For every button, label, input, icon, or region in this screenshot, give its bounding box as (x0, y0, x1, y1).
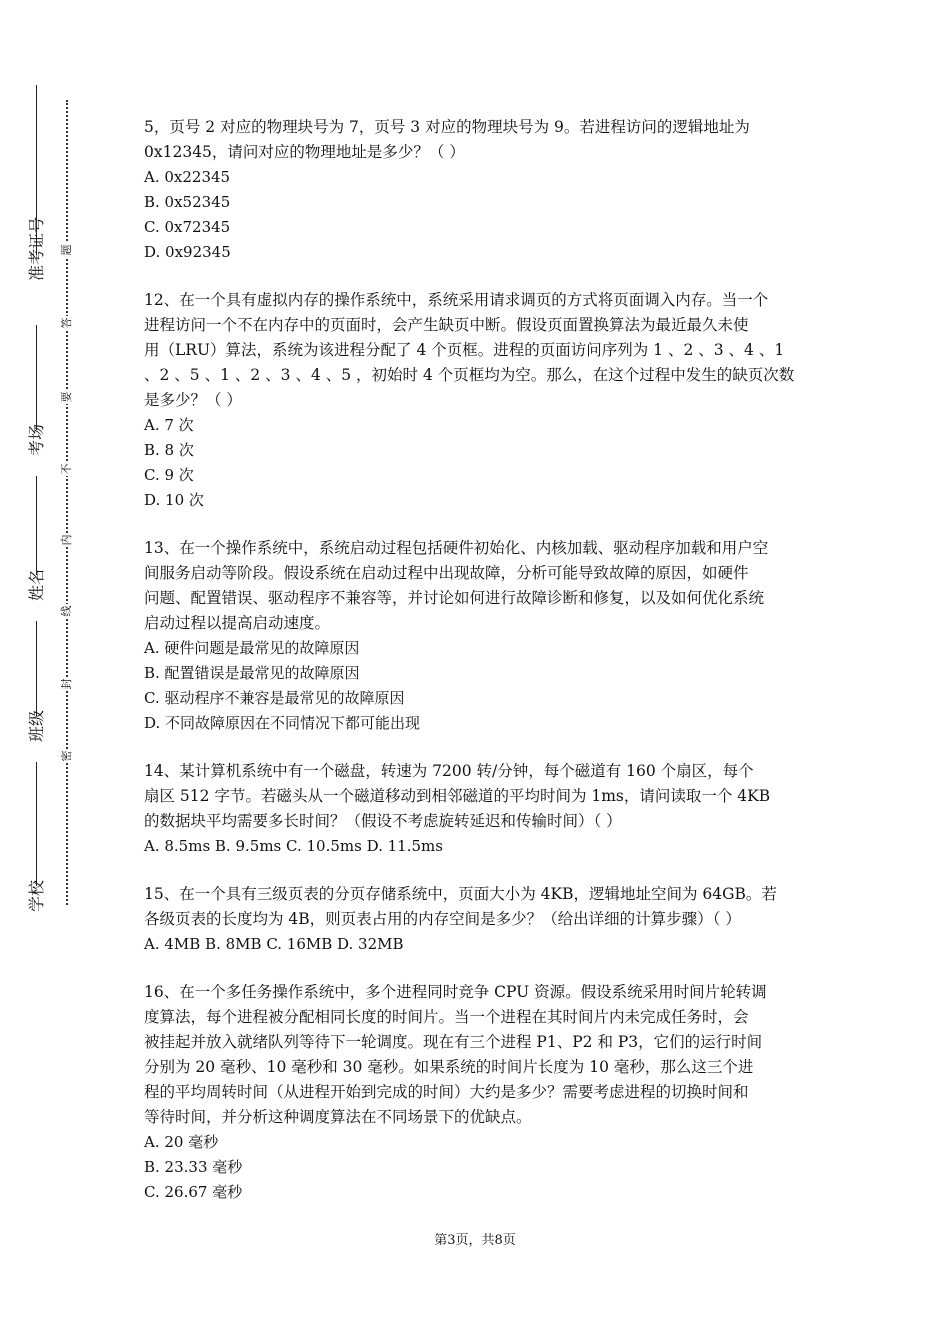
seal-char: 题 (60, 244, 73, 256)
option-d: D. 0x92345 (144, 243, 231, 261)
name-label: 姓名 (22, 575, 52, 621)
question-text-line: 启动过程以提高启动速度。 (144, 614, 331, 632)
question-text-line: 被挂起并放入就绪队列等待下一轮调度。现在有三个进程 P1、P2 和 P3，它们的运行时间 (144, 1033, 763, 1051)
question-16 (144, 980, 814, 1205)
option-b: B. 配置错误是最常见的故障原因 (144, 664, 360, 682)
seal-char: 不 (60, 463, 73, 475)
option-a: A. 7 次 (144, 416, 194, 434)
question-text-line: 是多少？（ ） (144, 391, 242, 409)
seal-dotted-line (66, 100, 68, 905)
option-a: A. 20 毫秒 (144, 1133, 219, 1151)
question-text-line: 15、在一个具有三级页表的分页存储系统中，页面大小为 4KB，逻辑地址空间为 64GB。若 (144, 885, 777, 903)
option-b: B. 23.33 毫秒 (144, 1158, 243, 1176)
question-text-line: 的数据块平均需要多长时间？（假设不考虑旋转延迟和传输时间）（ ） (144, 812, 622, 830)
question-text-line: 5，页号 2 对应的物理块号为 7，页号 3 对应的物理块号为 9。若进程访问的逻辑地址为 (144, 118, 750, 136)
fill-in-line (36, 85, 37, 905)
exam-number-label: 准考证号 (22, 255, 52, 325)
question-text-line: 用（LRU）算法，系统为该进程分配了 4 个页框。进程的页面访问序列为 1 、2 、3 、4 、1 (144, 341, 785, 359)
question-text-line: 进程访问一个不在内存中的页面时，会产生缺页中断。假设页面置换算法为最近最久未使 (144, 316, 749, 334)
seal-char: 密 (60, 750, 73, 762)
question-text-line: 间服务启动等阶段。假设系统在启动过程中出现故障，分析可能导致故障的原因，如硬件 (144, 564, 749, 582)
question-12 (144, 288, 814, 513)
option-c: C. 9 次 (144, 466, 194, 484)
option-c: C. 驱动程序不兼容是最常见的故障原因 (144, 689, 405, 707)
page-number: 第3页，共8页 (434, 1233, 516, 1248)
question-text-line: 度算法，每个进程被分配相同长度的时间片。当一个进程在其时间片内未完成任务时，会 (144, 1008, 749, 1026)
question-text-line: 0x12345，请问对应的物理地址是多少？（ ） (144, 143, 465, 161)
option-a: A. 硬件问题是最常见的故障原因 (144, 639, 360, 657)
option-b: B. 8 次 (144, 441, 194, 459)
seal-char: 封 (60, 678, 73, 690)
question-14 (144, 759, 814, 859)
question-text-line: 12、在一个具有虚拟内存的操作系统中，系统采用请求调页的方式将页面调入内存。当一个 (144, 291, 769, 309)
seal-char: 要 (60, 391, 73, 403)
question-text-line: 各级页表的长度均为 4B，则页表占用的内存空间是多少？（给出详细的计算步骤）（ ） (144, 910, 741, 928)
option-d: D. 不同故障原因在不同情况下都可能出现 (144, 714, 421, 732)
binding-margin (0, 0, 110, 1344)
question-text-line: 扇区 512 字节。若磁头从一个磁道移动到相邻磁道的平均时间为 1ms，请问读取一个 4KB (144, 787, 771, 805)
question-text-line: 分别为 20 毫秒、10 毫秒和 30 毫秒。如果系统的时间片长度为 10 毫秒，那么这三个进 (144, 1058, 754, 1076)
seal-char: 线 (60, 605, 73, 617)
option-b: B. 0x52345 (144, 193, 231, 211)
seal-char: 答 (60, 317, 73, 329)
question-13 (144, 536, 814, 736)
question-text-line: 13、在一个操作系统中，系统启动过程包括硬件初始化、内核加载、驱动程序加载和用户空 (144, 539, 769, 557)
question-text-line: 、2 、5 、1 、2 、3 、4 、5 ，初始时 4 个页框均为空。那么，在这个过程中发生的缺页次数 (144, 366, 795, 384)
option-c: C. 0x72345 (144, 218, 231, 236)
question-text-line: 问题、配置错误、驱动程序不兼容等，并讨论如何进行故障诊断和修复，以及如何优化系统 (144, 589, 765, 607)
option-a: A. 0x22345 (144, 168, 231, 186)
options-inline: A. 8.5ms B. 9.5ms C. 10.5ms D. 11.5ms (144, 837, 443, 855)
seal-char: 内 (60, 534, 73, 546)
question-5 (144, 115, 814, 265)
question-text-line: 等待时间，并分析这种调度算法在不同场景下的优缺点。 (144, 1108, 532, 1126)
option-c: C. 26.67 毫秒 (144, 1183, 243, 1201)
school-label: 学校 (22, 886, 52, 932)
question-text-line: 14、某计算机系统中有一个磁盘，转速为 7200 转/分钟，每个磁道有 160 个扇区，每个 (144, 762, 754, 780)
question-15 (144, 882, 814, 957)
option-d: D. 10 次 (144, 491, 204, 509)
question-text-line: 程的平均周转时间（从进程开始到完成的时间）大约是多少？需要考虑进程的切换时间和 (144, 1083, 749, 1101)
options-inline: A. 4MB B. 8MB C. 16MB D. 32MB (144, 935, 404, 953)
question-text-line: 16、在一个多任务操作系统中，多个进程同时竞争 CPU 资源。假设系统采用时间片轮转调 (144, 983, 767, 1001)
exam-room-label: 考场 (22, 430, 52, 476)
question-list (144, 115, 814, 1228)
class-label: 班级 (22, 716, 52, 762)
